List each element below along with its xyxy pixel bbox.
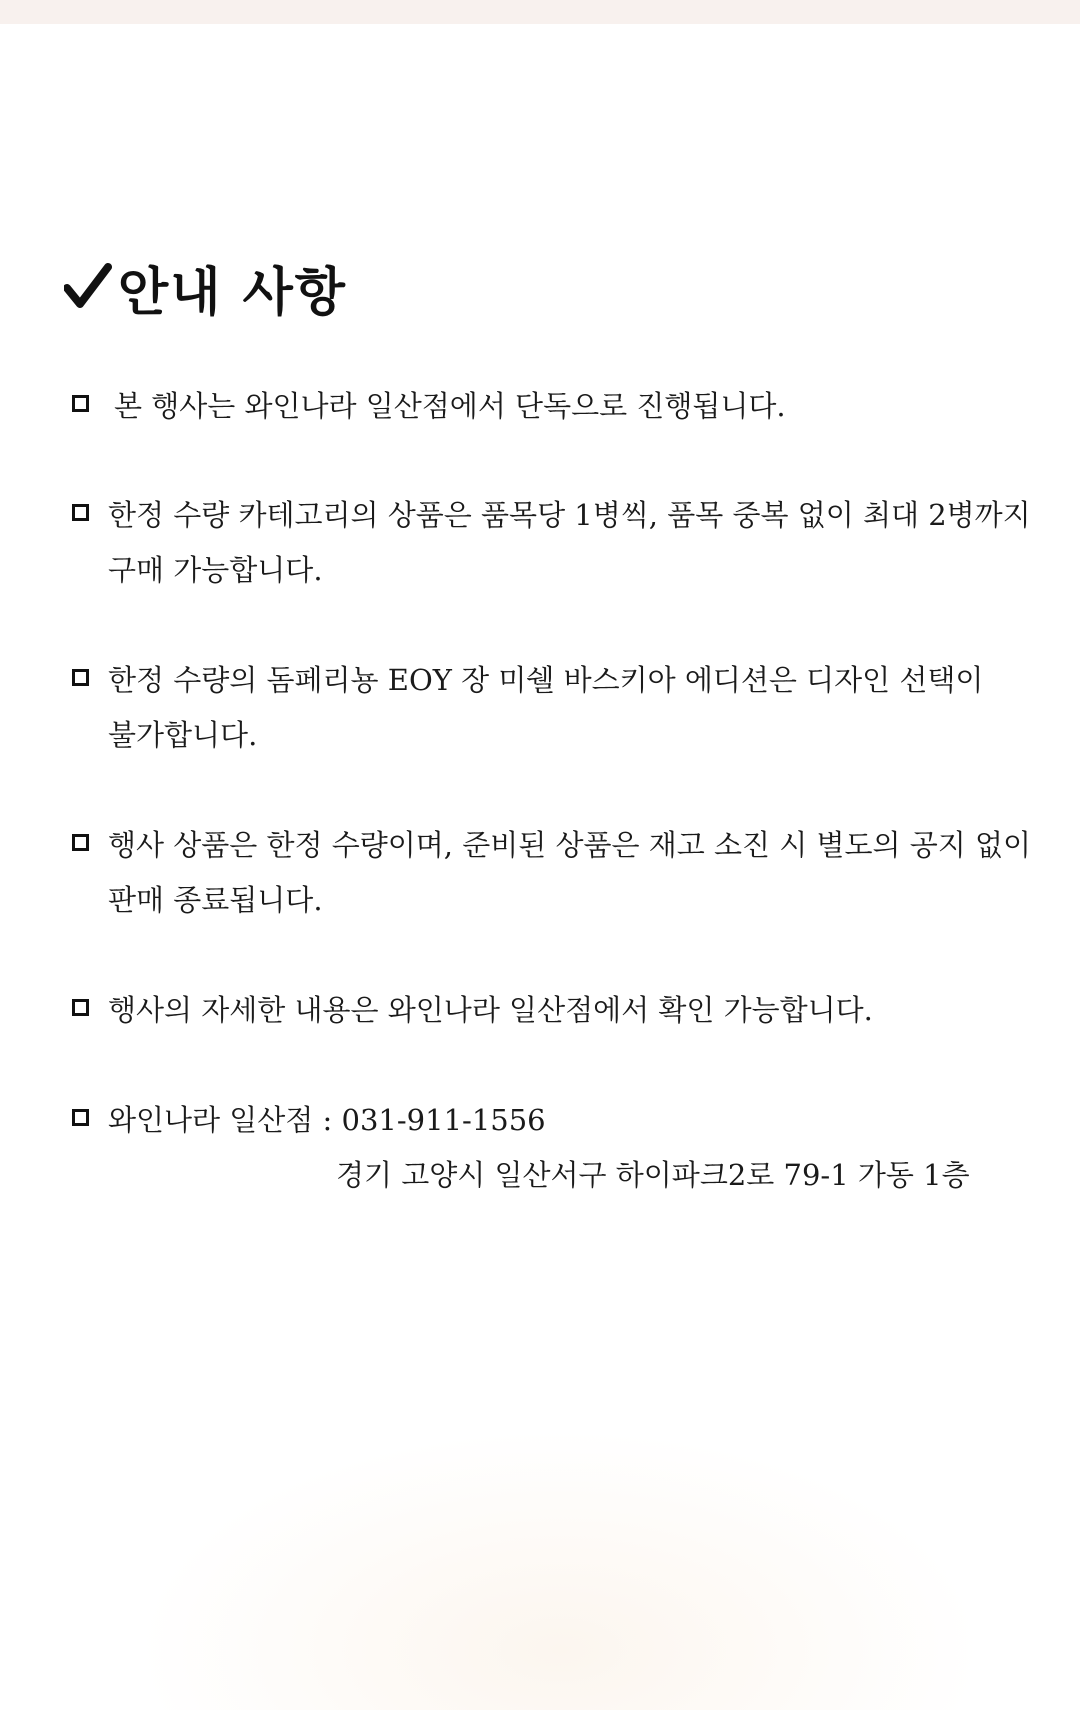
top-band [0, 0, 1080, 24]
notice-item [72, 983, 1032, 1038]
checkbox-icon [72, 999, 89, 1016]
section-heading [64, 252, 347, 322]
section-title: 안내 사항 [118, 262, 348, 323]
contact-info [72, 1093, 1032, 1203]
check-mark-icon [64, 261, 112, 313]
checkbox-icon [72, 669, 89, 686]
notice-item [72, 488, 1032, 598]
checkbox-icon [72, 834, 89, 851]
notice-line: 불가합니다. [108, 718, 258, 752]
notice-line: 행사 상품은 한정 수량이며, 준비된 상품은 재고 소진 시 별도의 공지 없이 [108, 828, 1032, 862]
notice-line: 한정 수량의 돔페리뇽 EOY 장 미쉘 바스키아 에디션은 디자인 선택이 [108, 663, 984, 697]
notice-line: 판매 종료됩니다. [108, 883, 323, 917]
bottom-background-glow [0, 1420, 1080, 1710]
notice-line: 한정 수량 카테고리의 상품은 품목당 1병씩, 품목 중복 없이 최대 2병까지 [108, 498, 1031, 532]
notice-line: 행사의 자세한 내용은 와인나라 일산점에서 확인 가능합니다. [108, 993, 873, 1027]
notice-item [72, 818, 1032, 928]
store-phone: 와인나라 일산점 : 031-911-1556 [108, 1103, 546, 1137]
checkbox-icon [72, 1109, 89, 1126]
notice-item [72, 653, 1032, 763]
store-address: 경기 고양시 일산서구 하이파크2로 79-1 가동 1층 [336, 1158, 970, 1192]
notice-line: 본 행사는 와인나라 일산점에서 단독으로 진행됩니다. [114, 389, 786, 423]
notice-item [72, 379, 1032, 434]
notice-line: 구매 가능합니다. [108, 553, 323, 587]
checkbox-icon [72, 395, 89, 412]
checkbox-icon [72, 504, 89, 521]
